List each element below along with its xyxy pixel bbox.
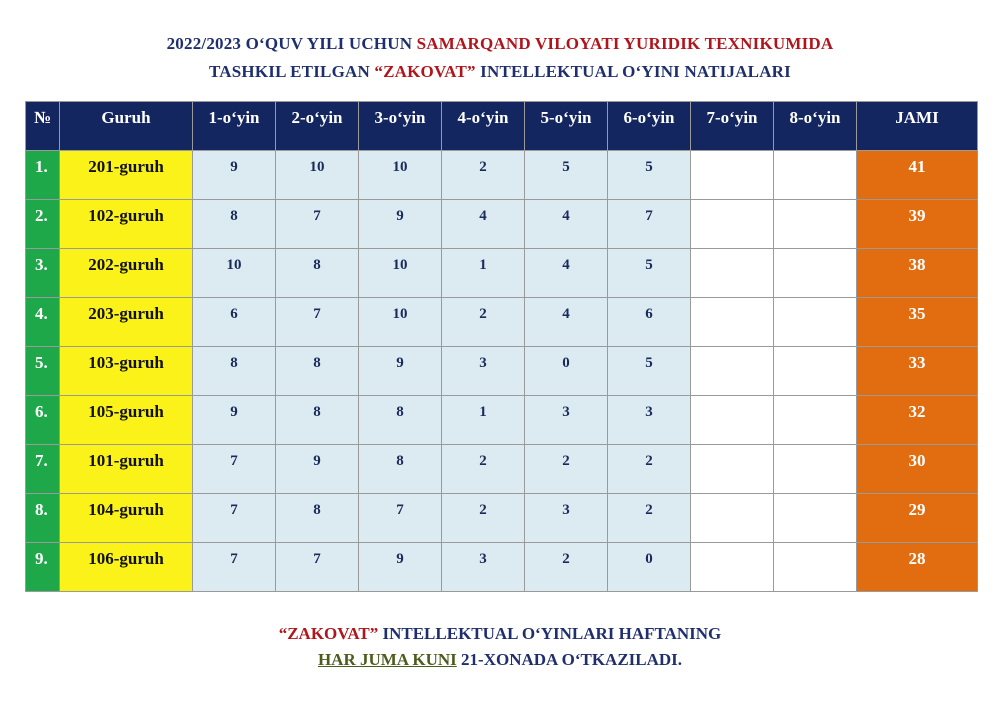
score-cell: 3 [442, 543, 525, 592]
table-row [26, 543, 978, 592]
score-cell: 8 [276, 396, 359, 445]
total-cell: 35 [857, 298, 978, 347]
column-header: 1-o‘yin [193, 102, 276, 151]
rank-cell: 3. [26, 249, 60, 298]
total-cell: 39 [857, 200, 978, 249]
score-cell: 3 [608, 396, 691, 445]
title-organized-text: TASHKIL ETILGAN [209, 62, 375, 81]
group-cell: 103-guruh [60, 347, 193, 396]
score-cell: 6 [193, 298, 276, 347]
score-cell: 8 [359, 396, 442, 445]
table-row [26, 249, 978, 298]
table-row [26, 298, 978, 347]
footer-weekly-text: INTELLEKTUAL O‘YINLARI HAFTANING [378, 624, 722, 643]
score-cell: 3 [525, 396, 608, 445]
score-cell: 9 [193, 151, 276, 200]
group-cell: 203-guruh [60, 298, 193, 347]
results-table [25, 101, 978, 592]
score-cell [691, 200, 774, 249]
score-cell: 7 [193, 494, 276, 543]
score-cell [691, 347, 774, 396]
column-header: 7-o‘yin [691, 102, 774, 151]
score-cell: 7 [276, 200, 359, 249]
column-header: 2-o‘yin [276, 102, 359, 151]
score-cell: 9 [193, 396, 276, 445]
score-cell: 5 [608, 347, 691, 396]
score-cell: 6 [608, 298, 691, 347]
rank-cell: 8. [26, 494, 60, 543]
score-cell: 4 [442, 200, 525, 249]
rank-cell: 7. [26, 445, 60, 494]
title-results-text: INTELLEKTUAL O‘YINI NATIJALARI [475, 62, 791, 81]
group-cell: 106-guruh [60, 543, 193, 592]
group-cell: 102-guruh [60, 200, 193, 249]
score-cell: 7 [276, 298, 359, 347]
score-cell: 2 [442, 298, 525, 347]
score-cell [774, 494, 857, 543]
score-cell: 7 [359, 494, 442, 543]
score-cell [691, 249, 774, 298]
footer-line-1 [0, 624, 1000, 644]
group-cell: 202-guruh [60, 249, 193, 298]
score-cell: 4 [525, 298, 608, 347]
column-header: 6-o‘yin [608, 102, 691, 151]
score-cell: 8 [193, 347, 276, 396]
table-row [26, 494, 978, 543]
table-body [26, 151, 978, 592]
table-row [26, 347, 978, 396]
column-header: № [26, 102, 60, 151]
rank-cell: 4. [26, 298, 60, 347]
score-cell: 7 [608, 200, 691, 249]
title-institution-text: SAMARQAND VILOYATI YURIDIK TEXNIKUMIDA [416, 34, 834, 53]
score-cell: 3 [442, 347, 525, 396]
score-cell: 4 [525, 200, 608, 249]
title-year-text: 2022/2023 O‘QUV YILI UCHUN [166, 34, 417, 53]
total-cell: 30 [857, 445, 978, 494]
column-header: 8-o‘yin [774, 102, 857, 151]
score-cell: 7 [193, 543, 276, 592]
score-cell [691, 151, 774, 200]
score-cell [774, 298, 857, 347]
score-cell: 1 [442, 249, 525, 298]
score-cell: 2 [525, 445, 608, 494]
total-cell: 41 [857, 151, 978, 200]
total-cell: 28 [857, 543, 978, 592]
score-cell: 9 [276, 445, 359, 494]
title-line-2 [0, 62, 1000, 82]
score-cell: 3 [525, 494, 608, 543]
total-cell: 29 [857, 494, 978, 543]
score-cell: 8 [359, 445, 442, 494]
score-cell: 8 [276, 494, 359, 543]
score-cell: 2 [608, 445, 691, 494]
score-cell [774, 445, 857, 494]
score-cell [774, 347, 857, 396]
rank-cell: 2. [26, 200, 60, 249]
title-line-1 [0, 34, 1000, 54]
score-cell [774, 151, 857, 200]
score-cell [691, 396, 774, 445]
score-cell: 10 [359, 249, 442, 298]
table-row [26, 200, 978, 249]
footer-friday-text: HAR JUMA KUNI [317, 650, 457, 669]
score-cell [774, 249, 857, 298]
column-header: 4-o‘yin [442, 102, 525, 151]
score-cell: 8 [276, 347, 359, 396]
total-cell: 33 [857, 347, 978, 396]
total-cell: 32 [857, 396, 978, 445]
score-cell: 7 [276, 543, 359, 592]
group-cell: 201-guruh [60, 151, 193, 200]
score-cell: 2 [608, 494, 691, 543]
rank-cell: 9. [26, 543, 60, 592]
score-cell [691, 298, 774, 347]
score-cell: 10 [193, 249, 276, 298]
group-cell: 105-guruh [60, 396, 193, 445]
rank-cell: 1. [26, 151, 60, 200]
table-row [26, 151, 978, 200]
score-cell [774, 543, 857, 592]
score-cell: 0 [525, 347, 608, 396]
table-row [26, 445, 978, 494]
column-header: Guruh [60, 102, 193, 151]
group-cell: 104-guruh [60, 494, 193, 543]
score-cell: 9 [359, 200, 442, 249]
score-cell: 0 [608, 543, 691, 592]
score-cell: 10 [359, 151, 442, 200]
score-cell: 2 [442, 151, 525, 200]
score-cell [691, 543, 774, 592]
score-cell [774, 200, 857, 249]
rank-cell: 6. [26, 396, 60, 445]
score-cell: 8 [276, 249, 359, 298]
score-cell [774, 396, 857, 445]
score-cell: 9 [359, 347, 442, 396]
score-cell: 9 [359, 543, 442, 592]
score-cell [691, 494, 774, 543]
score-cell: 5 [608, 249, 691, 298]
footer-line-2 [0, 650, 1000, 670]
column-header: JAMI [857, 102, 978, 151]
total-cell: 38 [857, 249, 978, 298]
score-cell: 10 [359, 298, 442, 347]
table-header-row [26, 102, 978, 151]
score-cell [691, 445, 774, 494]
rank-cell: 5. [26, 347, 60, 396]
score-cell: 8 [193, 200, 276, 249]
title-zakovat-text: “ZAKOVAT” [374, 62, 476, 81]
score-cell: 2 [442, 494, 525, 543]
score-cell: 10 [276, 151, 359, 200]
footer-room-text: 21-XONADA O‘TKAZILADI. [456, 650, 683, 669]
score-cell: 5 [525, 151, 608, 200]
score-cell: 5 [608, 151, 691, 200]
group-cell: 101-guruh [60, 445, 193, 494]
score-cell: 4 [525, 249, 608, 298]
footer-zakovat-text: “ZAKOVAT” [278, 624, 379, 643]
score-cell: 1 [442, 396, 525, 445]
table-row [26, 396, 978, 445]
score-cell: 2 [442, 445, 525, 494]
column-header: 5-o‘yin [525, 102, 608, 151]
score-cell: 7 [193, 445, 276, 494]
column-header: 3-o‘yin [359, 102, 442, 151]
score-cell: 2 [525, 543, 608, 592]
